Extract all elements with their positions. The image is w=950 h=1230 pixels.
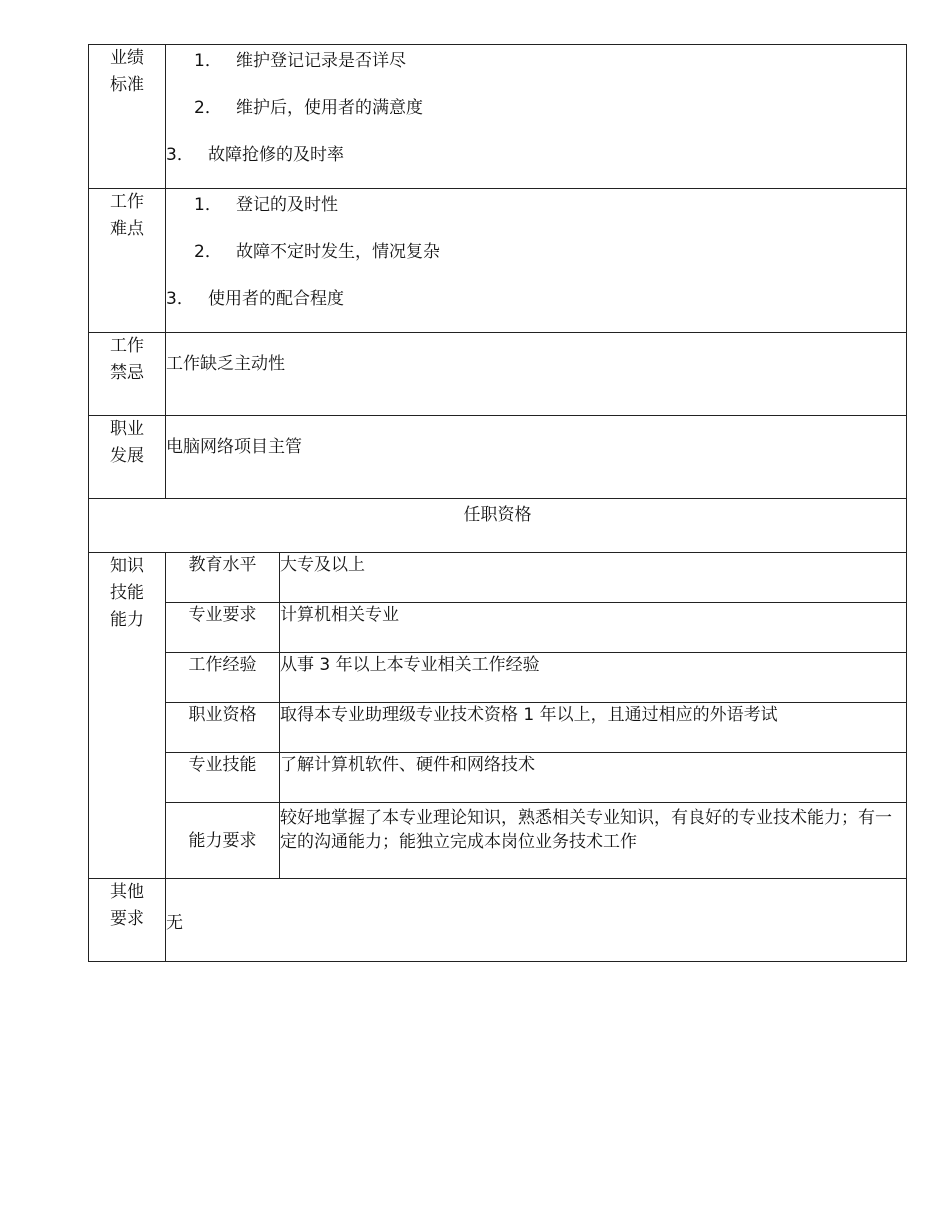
table-row: [89, 653, 907, 703]
list-item: 2． 故障不定时发生，情况复杂: [194, 242, 440, 262]
career-row: [89, 416, 907, 499]
qualification-row-value: 大专及以上: [280, 553, 907, 603]
qualification-row-label: 工作经验: [166, 653, 280, 703]
difficulty-content: [166, 189, 907, 333]
list-item: 3． 故障抢修的及时率: [166, 145, 344, 165]
job-description-table: [88, 44, 907, 962]
list-item: 1． 维护登记记录是否详尽: [194, 51, 406, 71]
qualification-row-label: 能力要求: [166, 803, 280, 879]
difficulty-row: [89, 189, 907, 333]
performance-label: 业绩标准: [89, 45, 166, 189]
qualification-row-value: 从事 3 年以上本专业相关工作经验: [280, 653, 907, 703]
table-row: [89, 753, 907, 803]
table-row: [89, 703, 907, 753]
taboo-content: 工作缺乏主动性: [166, 333, 907, 416]
qualification-row-label: 专业要求: [166, 603, 280, 653]
other-row: [89, 879, 907, 962]
qualification-group-label: 知识技能能力: [89, 553, 166, 879]
qualification-row-label: 教育水平: [166, 553, 280, 603]
qualification-row-label: 职业资格: [166, 703, 280, 753]
table-row: [89, 553, 907, 603]
job-description-table-page: [88, 44, 907, 962]
other-label: 其他要求: [89, 879, 166, 962]
qualification-row-label: 专业技能: [166, 753, 280, 803]
list-item: 3． 使用者的配合程度: [166, 289, 344, 309]
qualification-row-value: 较好地掌握了本专业理论知识，熟悉相关专业知识，有良好的专业技术能力；有一定的沟通能力；能独立完成本岗位业务技术工作: [280, 803, 907, 879]
career-content: 电脑网络项目主管: [166, 416, 907, 499]
qualification-title: 任职资格: [89, 499, 907, 553]
table-row: [89, 603, 907, 653]
qualification-row-value: 了解计算机软件、硬件和网络技术: [280, 753, 907, 803]
qualification-row-value: 计算机相关专业: [280, 603, 907, 653]
performance-content: [166, 45, 907, 189]
table-row: [89, 803, 907, 879]
qualification-section-row: [89, 499, 907, 553]
performance-row: [89, 45, 907, 189]
list-item: 1． 登记的及时性: [194, 195, 338, 215]
taboo-row: [89, 333, 907, 416]
career-label: 职业发展: [89, 416, 166, 499]
list-item: 2． 维护后，使用者的满意度: [194, 98, 423, 118]
other-content: 无: [166, 879, 907, 962]
difficulty-label: 工作难点: [89, 189, 166, 333]
taboo-label: 工作禁忌: [89, 333, 166, 416]
qualification-row-value: 取得本专业助理级专业技术资格 1 年以上，且通过相应的外语考试: [280, 703, 907, 753]
